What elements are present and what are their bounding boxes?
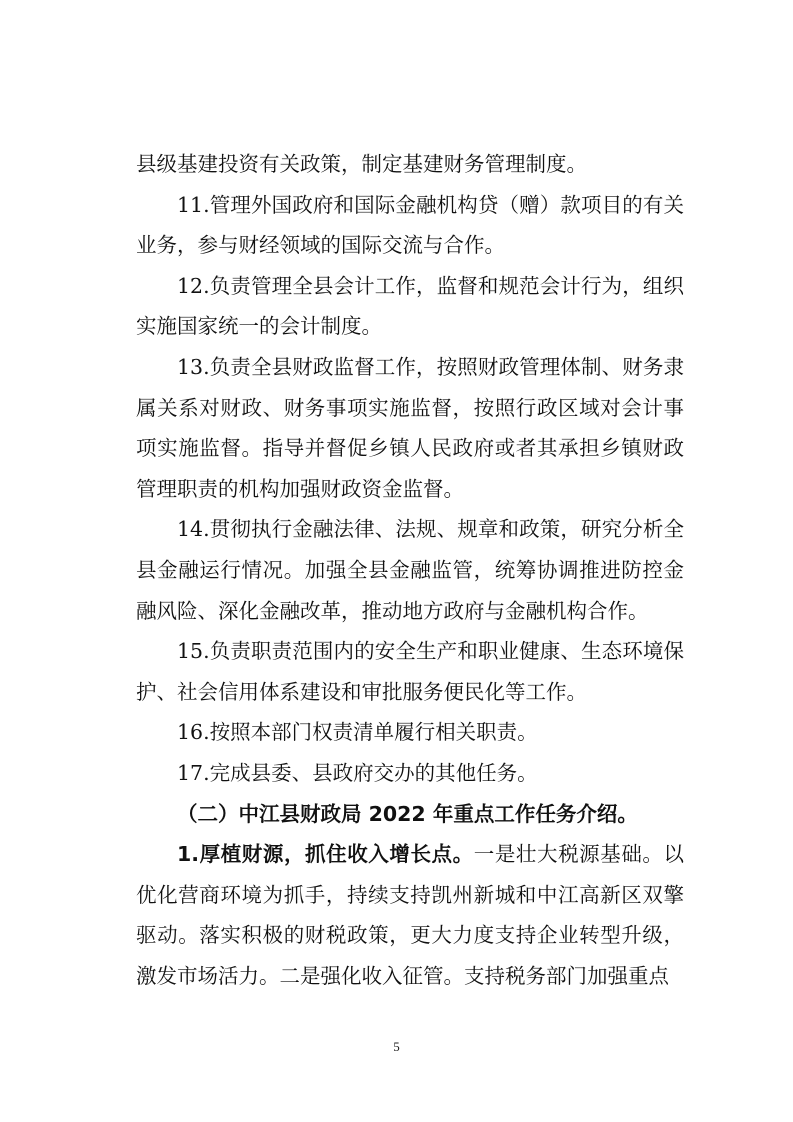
section-heading: （二）中江县财政局 2022 年重点工作任务介绍。 bbox=[177, 801, 638, 826]
paragraph-item-14: 14.贯彻执行金融法律、法规、规章和政策，研究分析全县金融运行情况。加强全县金融监管，统筹协调推进防控金融风险、深化金融改革，推动地方政府与金融机构合作。 bbox=[136, 517, 684, 623]
task-1-body: 一是壮大税源基础。以优化营商环境为抓手，持续支持凯州新城和中江高新区双擎驱动。落实积极的财税政策，更大力度支持企业转型升级，激发市场活力。二是强化收入征管。支持税务部门加强重点 bbox=[136, 842, 684, 988]
body-text bbox=[136, 144, 684, 996]
paragraph-continuation: 县级基建投资有关政策，制定基建财务管理制度。 bbox=[136, 152, 587, 176]
paragraph-item-16: 16.按照本部门权责清单履行相关职责。 bbox=[177, 720, 538, 745]
paragraph-task-1 bbox=[136, 834, 684, 996]
paragraph-item-13: 13.负责全县财政监督工作，按照财政管理体制、财务隶属关系对财政、财务事项实施监督，按照行政区域对会计事项实施监督。指导并督促乡镇人民政府或者其承担乡镇财政管理职责的机构加强财政资金监督。 bbox=[136, 354, 684, 501]
paragraph-item-12: 12.负责管理全县会计工作，监督和规范会计行为，组织实施国家统一的会计制度。 bbox=[136, 273, 684, 339]
paragraph-item-17: 17.完成县委、县政府交办的其他任务。 bbox=[177, 760, 538, 785]
paragraph-item-15: 15.负责职责范围内的安全生产和职业健康、生态环境保护、社会信用体系建设和审批服务便民化等工作。 bbox=[136, 639, 684, 704]
page-number: 5 bbox=[393, 1039, 400, 1054]
task-1-lead: 1.厚植财源，抓住收入增长点。 bbox=[177, 842, 474, 867]
paragraph-item-11: 11.管理外国政府和国际金融机构贷（赠）款项目的有关业务，参与财经领域的国际交流与合作。 bbox=[136, 192, 684, 258]
